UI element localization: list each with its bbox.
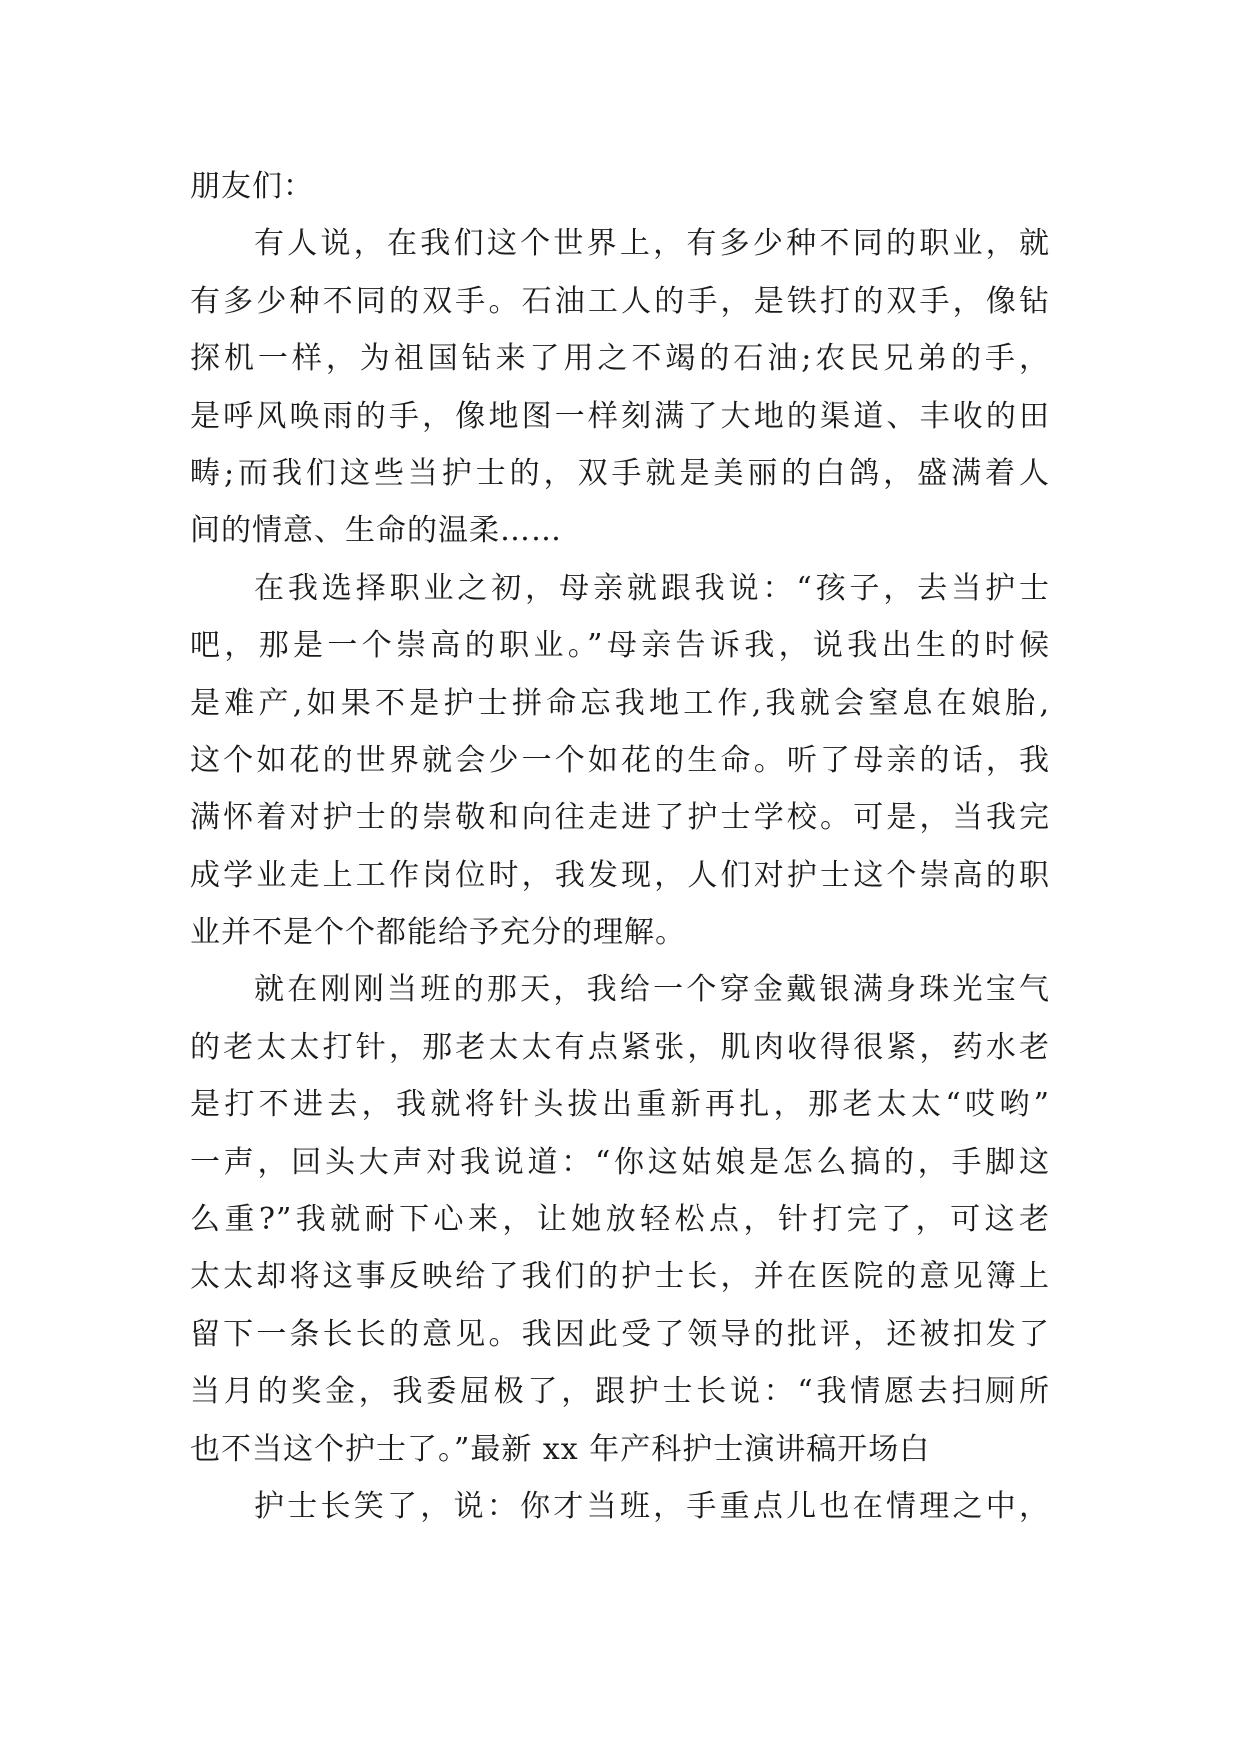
text-line: 成学业走上工作岗位时，我发现，人们对护士这个崇高的职 (190, 857, 1050, 893)
text-line: 是呼风唤雨的手，像地图一样刻满了大地的渠道、丰收的田 (190, 398, 1050, 434)
text-line: 有人说，在我们这个世界上，有多少种不同的职业，就 (254, 226, 1050, 262)
text-line: 这个如花的世界就会少一个如花的生命。听了母亲的话，我 (190, 742, 1050, 778)
text-line: 满怀着对护士的崇敬和向往走进了护士学校。可是，当我完 (190, 800, 1050, 836)
text-line: 探机一样，为祖国钻来了用之不竭的石油;农民兄弟的手， (190, 341, 1050, 377)
text-line: 有多少种不同的双手。石油工人的手，是铁打的双手，像钻 (190, 283, 1050, 319)
text-line: 在我选择职业之初，母亲就跟我说：“孩子，去当护士 (254, 570, 1050, 606)
text-line: 是打不进去，我就将针头拔出重新再扎，那老太太“哎哟” (190, 1087, 1050, 1123)
text-line: 么重?”我就耐下心来，让她放轻松点，针打完了，可这老 (190, 1202, 1050, 1238)
text-line: 业并不是个个都能给予充分的理解。 (190, 915, 686, 951)
text-line: 朋友们： (190, 169, 314, 204)
text-line: 留下一条长长的意见。我因此受了领导的批评，还被扣发了 (190, 1316, 1050, 1352)
text-line: 是难产,如果不是护士拼命忘我地工作,我就会窒息在娘胎, (190, 685, 1050, 721)
text-line: 吧，那是一个崇高的职业。”母亲告诉我，说我出生的时候 (190, 628, 1050, 664)
text-line: 一声，回头大声对我说道：“你这姑娘是怎么搞的，手脚这 (190, 1144, 1050, 1180)
text-line: 也不当这个护士了。”最新 xx 年产科护士演讲稿开场白 (190, 1431, 931, 1467)
text-line: 当月的奖金，我委屈极了，跟护士长说：“我情愿去扫厕所 (190, 1374, 1050, 1410)
text-line: 太太却将这事反映给了我们的护士长，并在医院的意见簿上 (190, 1259, 1050, 1295)
text-line: 畴;而我们这些当护士的，双手就是美丽的白鸽，盛满着人 (190, 455, 1050, 491)
text-line: 护士长笑了，说：你才当班，手重点儿也在情理之中， (254, 1488, 1050, 1524)
document-body (190, 158, 1050, 1535)
text-line: 间的情意、生命的温柔…… (190, 513, 562, 549)
text-line: 就在刚刚当班的那天，我给一个穿金戴银满身珠光宝气 (254, 972, 1050, 1008)
text-line: 的老太太打针，那老太太有点紧张，肌肉收得很紧，药水老 (190, 1029, 1050, 1065)
